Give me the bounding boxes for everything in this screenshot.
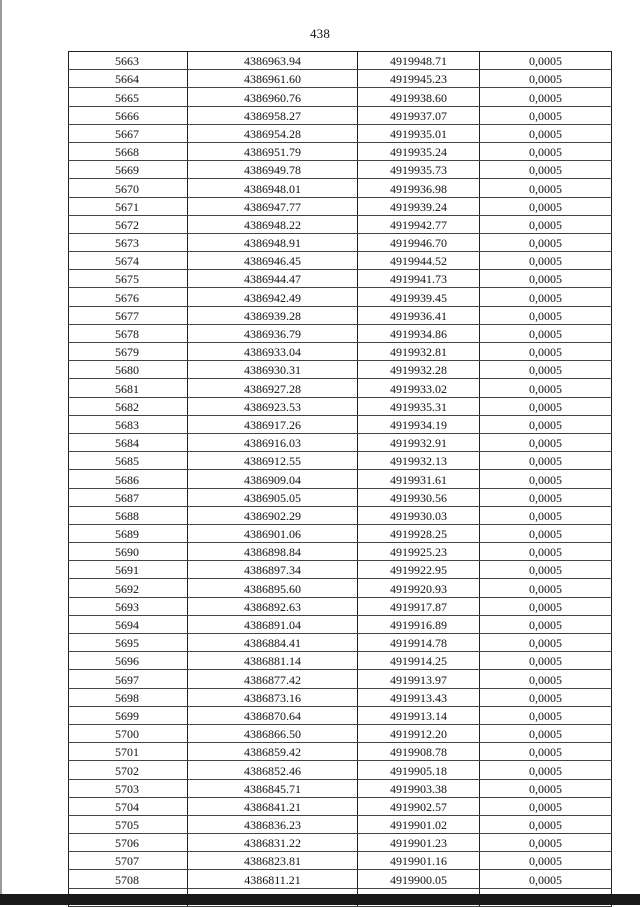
point-number-cell: 5684 — [69, 433, 188, 451]
y-coordinate-cell: 4919936.41 — [358, 306, 480, 324]
y-coordinate-cell: 4919944.52 — [358, 252, 480, 270]
point-number-cell: 5667 — [69, 124, 188, 142]
point-number-cell: 5706 — [69, 834, 188, 852]
y-coordinate-cell: 4919901.23 — [358, 834, 480, 852]
table-row — [69, 52, 612, 70]
x-coordinate-cell: 4386923.53 — [188, 397, 358, 415]
x-coordinate-cell: 4386939.28 — [188, 306, 358, 324]
table-row — [69, 634, 612, 652]
error-value-cell: 0,0005 — [480, 815, 612, 833]
table-row — [69, 779, 612, 797]
x-coordinate-cell: 4386912.55 — [188, 452, 358, 470]
y-coordinate-cell: 4919942.77 — [358, 215, 480, 233]
point-number-cell: 5696 — [69, 652, 188, 670]
point-number-cell: 5704 — [69, 797, 188, 815]
point-number-cell: 5680 — [69, 361, 188, 379]
y-coordinate-cell: 4919937.07 — [358, 106, 480, 124]
table-row — [69, 652, 612, 670]
error-value-cell: 0,0005 — [480, 543, 612, 561]
y-coordinate-cell: 4919928.25 — [358, 524, 480, 542]
table-row — [69, 870, 612, 888]
point-number-cell: 5707 — [69, 852, 188, 870]
point-number-cell: 5697 — [69, 670, 188, 688]
y-coordinate-cell: 4919932.13 — [358, 452, 480, 470]
y-coordinate-cell: 4919900.05 — [358, 870, 480, 888]
y-coordinate-cell: 4919903.38 — [358, 779, 480, 797]
table-row — [69, 761, 612, 779]
table-row — [69, 124, 612, 142]
x-coordinate-cell: 4386881.14 — [188, 652, 358, 670]
point-number-cell: 5689 — [69, 524, 188, 542]
x-coordinate-cell: 4386933.04 — [188, 343, 358, 361]
error-value-cell: 0,0005 — [480, 724, 612, 742]
coordinates-table — [68, 51, 612, 907]
point-number-cell: 5665 — [69, 88, 188, 106]
x-coordinate-cell: 4386909.04 — [188, 470, 358, 488]
y-coordinate-cell: 4919935.73 — [358, 161, 480, 179]
x-coordinate-cell: 4386877.42 — [188, 670, 358, 688]
table-row — [69, 361, 612, 379]
scan-bottom-border — [0, 894, 640, 905]
table-row — [69, 161, 612, 179]
y-coordinate-cell: 4919946.70 — [358, 233, 480, 251]
x-coordinate-cell: 4386917.26 — [188, 415, 358, 433]
table-row — [69, 706, 612, 724]
table-row — [69, 343, 612, 361]
x-coordinate-cell: 4386901.06 — [188, 524, 358, 542]
x-coordinate-cell: 4386823.81 — [188, 852, 358, 870]
table-row — [69, 524, 612, 542]
error-value-cell: 0,0005 — [480, 179, 612, 197]
point-number-cell: 5676 — [69, 288, 188, 306]
y-coordinate-cell: 4919933.02 — [358, 379, 480, 397]
x-coordinate-cell: 4386873.16 — [188, 688, 358, 706]
x-coordinate-cell: 4386905.05 — [188, 488, 358, 506]
x-coordinate-cell: 4386892.63 — [188, 597, 358, 615]
table-row — [69, 561, 612, 579]
y-coordinate-cell: 4919938.60 — [358, 88, 480, 106]
x-coordinate-cell: 4386936.79 — [188, 324, 358, 342]
x-coordinate-cell: 4386898.84 — [188, 543, 358, 561]
point-number-cell: 5670 — [69, 179, 188, 197]
point-number-cell: 5693 — [69, 597, 188, 615]
x-coordinate-cell: 4386946.45 — [188, 252, 358, 270]
x-coordinate-cell: 4386947.77 — [188, 197, 358, 215]
error-value-cell: 0,0005 — [480, 324, 612, 342]
y-coordinate-cell: 4919939.45 — [358, 288, 480, 306]
point-number-cell: 5708 — [69, 870, 188, 888]
table-row — [69, 797, 612, 815]
error-value-cell: 0,0005 — [480, 415, 612, 433]
x-coordinate-cell: 4386841.21 — [188, 797, 358, 815]
x-coordinate-cell: 4386884.41 — [188, 634, 358, 652]
y-coordinate-cell: 4919922.95 — [358, 561, 480, 579]
error-value-cell: 0,0005 — [480, 52, 612, 70]
error-value-cell: 0,0005 — [480, 743, 612, 761]
point-number-cell: 5701 — [69, 743, 188, 761]
point-number-cell: 5682 — [69, 397, 188, 415]
table-row — [69, 852, 612, 870]
table-row — [69, 543, 612, 561]
point-number-cell: 5702 — [69, 761, 188, 779]
x-coordinate-cell: 4386948.22 — [188, 215, 358, 233]
table-row — [69, 252, 612, 270]
y-coordinate-cell: 4919941.73 — [358, 270, 480, 288]
x-coordinate-cell: 4386859.42 — [188, 743, 358, 761]
x-coordinate-cell: 4386897.34 — [188, 561, 358, 579]
error-value-cell: 0,0005 — [480, 452, 612, 470]
error-value-cell: 0,0005 — [480, 579, 612, 597]
table-row — [69, 597, 612, 615]
x-coordinate-cell: 4386963.94 — [188, 52, 358, 70]
point-number-cell: 5668 — [69, 142, 188, 160]
point-number-cell: 5664 — [69, 70, 188, 88]
y-coordinate-cell: 4919914.78 — [358, 634, 480, 652]
table-row — [69, 834, 612, 852]
table-row — [69, 743, 612, 761]
error-value-cell: 0,0005 — [480, 70, 612, 88]
error-value-cell: 0,0005 — [480, 142, 612, 160]
y-coordinate-cell: 4919912.20 — [358, 724, 480, 742]
table-row — [69, 179, 612, 197]
error-value-cell: 0,0005 — [480, 161, 612, 179]
point-number-cell: 5674 — [69, 252, 188, 270]
y-coordinate-cell: 4919948.71 — [358, 52, 480, 70]
error-value-cell: 0,0005 — [480, 797, 612, 815]
error-value-cell: 0,0005 — [480, 379, 612, 397]
table-row — [69, 324, 612, 342]
y-coordinate-cell: 4919935.31 — [358, 397, 480, 415]
x-coordinate-cell: 4386845.71 — [188, 779, 358, 797]
y-coordinate-cell: 4919939.24 — [358, 197, 480, 215]
point-number-cell: 5691 — [69, 561, 188, 579]
table-row — [69, 288, 612, 306]
y-coordinate-cell: 4919930.56 — [358, 488, 480, 506]
table-row — [69, 688, 612, 706]
table-row — [69, 197, 612, 215]
error-value-cell: 0,0005 — [480, 652, 612, 670]
error-value-cell: 0,0005 — [480, 561, 612, 579]
y-coordinate-cell: 4919913.43 — [358, 688, 480, 706]
table-row — [69, 233, 612, 251]
point-number-cell: 5669 — [69, 161, 188, 179]
point-number-cell: 5666 — [69, 106, 188, 124]
error-value-cell: 0,0005 — [480, 779, 612, 797]
point-number-cell: 5685 — [69, 452, 188, 470]
y-coordinate-cell: 4919932.81 — [358, 343, 480, 361]
x-coordinate-cell: 4386927.28 — [188, 379, 358, 397]
x-coordinate-cell: 4386951.79 — [188, 142, 358, 160]
y-coordinate-cell: 4919920.93 — [358, 579, 480, 597]
y-coordinate-cell: 4919935.24 — [358, 142, 480, 160]
point-number-cell: 5687 — [69, 488, 188, 506]
page-number: 438 — [309, 26, 331, 41]
x-coordinate-cell: 4386852.46 — [188, 761, 358, 779]
point-number-cell: 5663 — [69, 52, 188, 70]
x-coordinate-cell: 4386891.04 — [188, 615, 358, 633]
y-coordinate-cell: 4919934.86 — [358, 324, 480, 342]
table-row — [69, 106, 612, 124]
y-coordinate-cell: 4919925.23 — [358, 543, 480, 561]
x-coordinate-cell: 4386866.50 — [188, 724, 358, 742]
x-coordinate-cell: 4386961.60 — [188, 70, 358, 88]
error-value-cell: 0,0005 — [480, 761, 612, 779]
error-value-cell: 0,0005 — [480, 197, 612, 215]
y-coordinate-cell: 4919932.28 — [358, 361, 480, 379]
point-number-cell: 5681 — [69, 379, 188, 397]
table-row — [69, 815, 612, 833]
table-row — [69, 379, 612, 397]
error-value-cell: 0,0005 — [480, 670, 612, 688]
error-value-cell: 0,0005 — [480, 252, 612, 270]
error-value-cell: 0,0005 — [480, 343, 612, 361]
table-row — [69, 506, 612, 524]
error-value-cell: 0,0005 — [480, 706, 612, 724]
point-number-cell: 5675 — [69, 270, 188, 288]
y-coordinate-cell: 4919913.97 — [358, 670, 480, 688]
table-row — [69, 579, 612, 597]
x-coordinate-cell: 4386930.31 — [188, 361, 358, 379]
x-coordinate-cell: 4386811.21 — [188, 870, 358, 888]
error-value-cell: 0,0005 — [480, 233, 612, 251]
point-number-cell: 5688 — [69, 506, 188, 524]
point-number-cell: 5698 — [69, 688, 188, 706]
error-value-cell: 0,0005 — [480, 488, 612, 506]
y-coordinate-cell: 4919902.57 — [358, 797, 480, 815]
x-coordinate-cell: 4386958.27 — [188, 106, 358, 124]
x-coordinate-cell: 4386895.60 — [188, 579, 358, 597]
table-row — [69, 88, 612, 106]
point-number-cell: 5692 — [69, 579, 188, 597]
table-row — [69, 306, 612, 324]
y-coordinate-cell: 4919916.89 — [358, 615, 480, 633]
table-row — [69, 724, 612, 742]
x-coordinate-cell: 4386960.76 — [188, 88, 358, 106]
x-coordinate-cell: 4386948.91 — [188, 233, 358, 251]
table-row — [69, 615, 612, 633]
error-value-cell: 0,0005 — [480, 597, 612, 615]
x-coordinate-cell: 4386942.49 — [188, 288, 358, 306]
error-value-cell: 0,0005 — [480, 688, 612, 706]
point-number-cell: 5678 — [69, 324, 188, 342]
x-coordinate-cell: 4386954.28 — [188, 124, 358, 142]
error-value-cell: 0,0005 — [480, 106, 612, 124]
y-coordinate-cell: 4919931.61 — [358, 470, 480, 488]
error-value-cell: 0,0005 — [480, 470, 612, 488]
table-row — [69, 415, 612, 433]
table-row — [69, 397, 612, 415]
table-row — [69, 70, 612, 88]
point-number-cell: 5677 — [69, 306, 188, 324]
error-value-cell: 0,0005 — [480, 270, 612, 288]
y-coordinate-cell: 4919935.01 — [358, 124, 480, 142]
table-row — [69, 670, 612, 688]
table-row — [69, 270, 612, 288]
error-value-cell: 0,0005 — [480, 88, 612, 106]
y-coordinate-cell: 4919901.16 — [358, 852, 480, 870]
point-number-cell: 5679 — [69, 343, 188, 361]
point-number-cell: 5672 — [69, 215, 188, 233]
y-coordinate-cell: 4919934.19 — [358, 415, 480, 433]
point-number-cell: 5671 — [69, 197, 188, 215]
x-coordinate-cell: 4386836.23 — [188, 815, 358, 833]
y-coordinate-cell: 4919930.03 — [358, 506, 480, 524]
table-row — [69, 433, 612, 451]
error-value-cell: 0,0005 — [480, 288, 612, 306]
error-value-cell: 0,0005 — [480, 524, 612, 542]
point-number-cell: 5690 — [69, 543, 188, 561]
y-coordinate-cell: 4919905.18 — [358, 761, 480, 779]
error-value-cell: 0,0005 — [480, 506, 612, 524]
y-coordinate-cell: 4919945.23 — [358, 70, 480, 88]
x-coordinate-cell: 4386870.64 — [188, 706, 358, 724]
table-row — [69, 142, 612, 160]
point-number-cell: 5699 — [69, 706, 188, 724]
error-value-cell: 0,0005 — [480, 397, 612, 415]
x-coordinate-cell: 4386949.78 — [188, 161, 358, 179]
error-value-cell: 0,0005 — [480, 834, 612, 852]
table-row — [69, 215, 612, 233]
x-coordinate-cell: 4386902.29 — [188, 506, 358, 524]
error-value-cell: 0,0005 — [480, 306, 612, 324]
error-value-cell: 0,0005 — [480, 361, 612, 379]
point-number-cell: 5683 — [69, 415, 188, 433]
error-value-cell: 0,0005 — [480, 852, 612, 870]
x-coordinate-cell: 4386948.01 — [188, 179, 358, 197]
y-coordinate-cell: 4919914.25 — [358, 652, 480, 670]
point-number-cell: 5686 — [69, 470, 188, 488]
error-value-cell: 0,0005 — [480, 870, 612, 888]
point-number-cell: 5694 — [69, 615, 188, 633]
y-coordinate-cell: 4919932.91 — [358, 433, 480, 451]
coordinates-table-body — [69, 52, 612, 907]
point-number-cell: 5705 — [69, 815, 188, 833]
error-value-cell: 0,0005 — [480, 615, 612, 633]
point-number-cell: 5695 — [69, 634, 188, 652]
x-coordinate-cell: 4386916.03 — [188, 433, 358, 451]
error-value-cell: 0,0005 — [480, 215, 612, 233]
table-row — [69, 488, 612, 506]
error-value-cell: 0,0005 — [480, 124, 612, 142]
y-coordinate-cell: 4919913.14 — [358, 706, 480, 724]
table-row — [69, 470, 612, 488]
y-coordinate-cell: 4919908.78 — [358, 743, 480, 761]
point-number-cell: 5700 — [69, 724, 188, 742]
x-coordinate-cell: 4386944.47 — [188, 270, 358, 288]
point-number-cell: 5673 — [69, 233, 188, 251]
y-coordinate-cell: 4919936.98 — [358, 179, 480, 197]
error-value-cell: 0,0005 — [480, 634, 612, 652]
scan-edge — [0, 0, 2, 905]
table-row — [69, 452, 612, 470]
x-coordinate-cell: 4386831.22 — [188, 834, 358, 852]
y-coordinate-cell: 4919917.87 — [358, 597, 480, 615]
point-number-cell: 5703 — [69, 779, 188, 797]
error-value-cell: 0,0005 — [480, 433, 612, 451]
y-coordinate-cell: 4919901.02 — [358, 815, 480, 833]
